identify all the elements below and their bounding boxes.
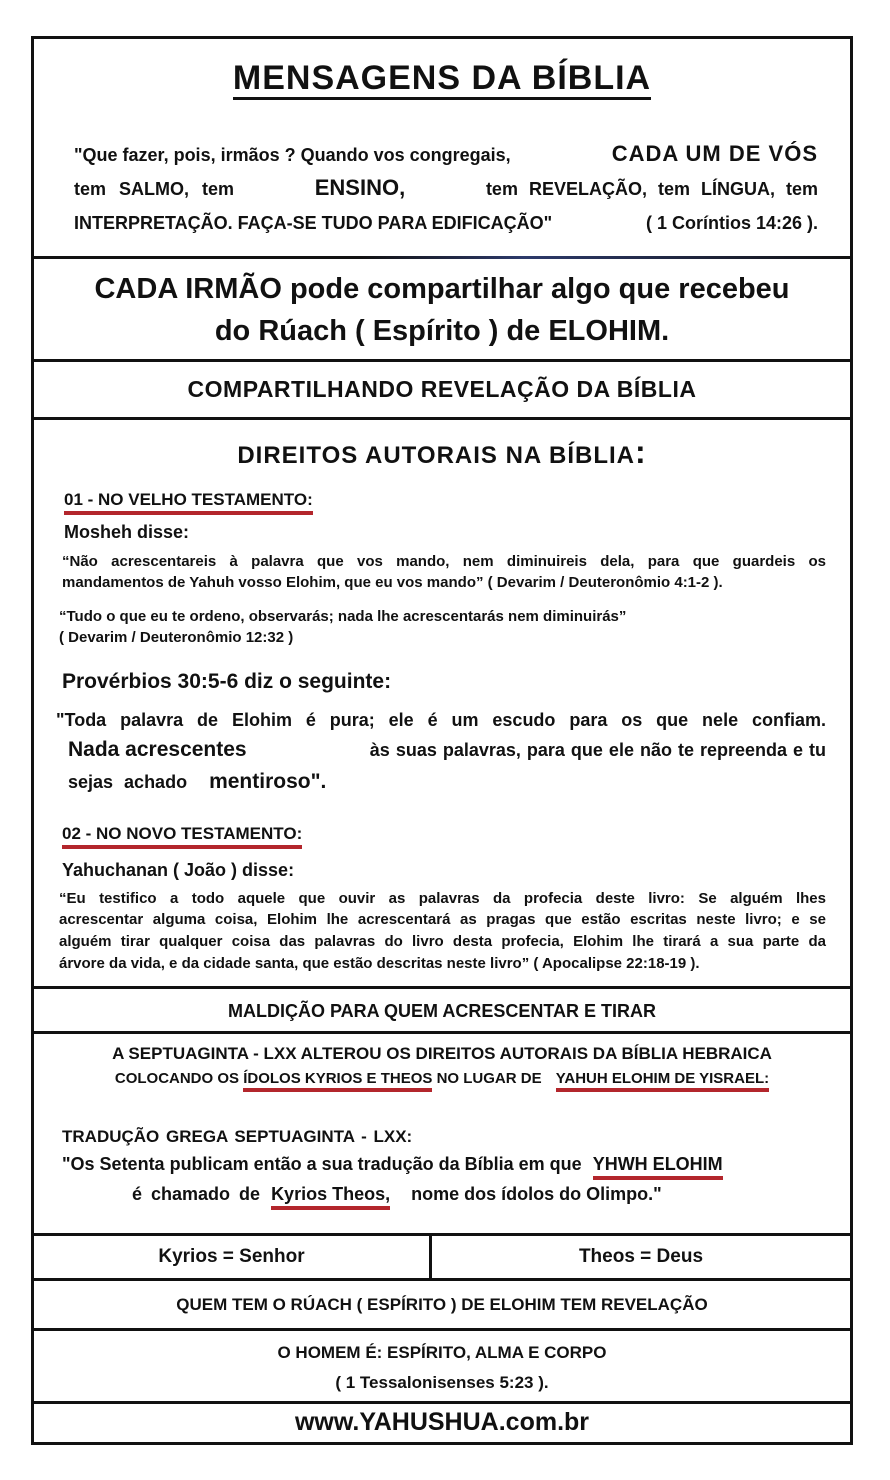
ot-quote-2-line-1: “Tudo o que eu te ordeno, observarás; nada lhe acrescentarás nem diminuirás”	[59, 608, 627, 625]
banner-line-2: do Rúach ( Espírito ) de ELOHIM.	[214, 315, 670, 347]
page-title: MENSAGENS DA BÍBLIA	[233, 59, 651, 100]
proverbs-title: Provérbios 30:5-6 diz o seguinte:	[62, 670, 392, 693]
revelation-heading	[34, 362, 850, 420]
lxx-quote-line-1: "Os Setenta publicam então a sua tradução da Bíblia em que YHWH ELOHIM	[62, 1154, 723, 1180]
man-section	[34, 1331, 850, 1404]
ot-quote-1-line-1: “Não acrescentareis à palavra que vos mando, nem diminuireis dela, para que guardeis os	[62, 553, 826, 570]
ot-speaker: Mosheh disse:	[64, 522, 190, 542]
ot-label: 01 - NO VELHO TESTAMENTO:	[64, 490, 313, 515]
share-banner	[34, 259, 850, 362]
curse-text: MALDIÇÃO PARA QUEM ACRESCENTAR E TIRAR	[228, 1001, 656, 1021]
nt-quote-line-2: acrescentar alguma coisa, Elohim lhe acrescentará as pragas que estão escritas neste livro; e se	[59, 911, 826, 928]
lxx-subtitle: TRADUÇÃO GREGA SEPTUAGINTA - LXX:	[62, 1127, 413, 1146]
quote-line-2: tem SALMO, tem ENSINO, tem REVELAÇÃO, tem LÍNGUA, tem	[74, 175, 818, 200]
main-heading: DIREITOS AUTORAIS NA BÍBLIA:	[237, 434, 647, 470]
spirit-section	[34, 1281, 850, 1331]
banner-line-1: CADA IRMÃO pode compartilhar algo que recebeu	[94, 273, 790, 305]
page-frame	[31, 36, 853, 1445]
proverbs-line-3: sejas achado mentiroso".	[68, 770, 327, 793]
ot-quote-1-line-2: mandamentos de Yahuh vosso Elohim, que eu vos mando” ( Devarim / Deuteronômio 4:1-2 ).	[62, 574, 723, 591]
spirit-text: QUEM TEM O RÚACH ( ESPÍRITO ) DE ELOHIM TEM REVELAÇÃO	[176, 1295, 708, 1314]
term-theos: Theos = Deus	[578, 1246, 704, 1267]
footer	[34, 1404, 850, 1442]
copyright-section	[34, 420, 850, 989]
lxx-line-2: COLOCANDO OS ÍDOLOS KYRIOS E THEOS NO LUGAR DE YAHUH ELOHIM DE YISRAEL:	[34, 1070, 850, 1092]
man-line-1: O HOMEM É: ESPÍRITO, ALMA E CORPO	[277, 1343, 607, 1362]
man-line-2: ( 1 Tessalonisenses 5:23 ).	[335, 1373, 549, 1392]
header-section	[34, 39, 850, 259]
proverbs-line-2: Nada acrescentes às suas palavras, para que ele não te repreenda e tu	[68, 738, 826, 761]
curse-section	[34, 989, 850, 1034]
septuagint-section	[34, 1034, 850, 1236]
nt-quote-line-4: árvore da vida, e da cidade santa, que estão descritas neste livro” ( Apocalipse 22:18-19 ).	[59, 955, 700, 972]
section-title: COMPARTILHANDO REVELAÇÃO DA BÍBLIA	[187, 376, 697, 402]
term-kyrios: Kyrios = Senhor	[158, 1246, 305, 1267]
nt-quote-line-1: “Eu testifico a todo aquele que ouvir as palavras da profecia deste livro: Se alguém lhes	[59, 890, 826, 907]
ot-quote-2-line-2: ( Devarim / Deuteronômio 12:32 )	[59, 629, 294, 646]
quote-line-1: "Que fazer, pois, irmãos ? Quando vos congregais, CADA UM DE VÓS	[74, 141, 818, 166]
nt-quote-line-3: alguém tirar qualquer coisa das palavras do livro desta profecia, Elohim lhe tirará a sua parte da	[59, 933, 826, 950]
lxx-line-1: A SEPTUAGINTA - LXX ALTEROU OS DIREITOS AUTORAIS DA BÍBLIA HEBRAICA	[112, 1044, 772, 1063]
nt-speaker: Yahuchanan ( João ) disse:	[62, 860, 295, 880]
lxx-quote-line-2: é chamado de Kyrios Theos, nome dos ídolos do Olimpo."	[132, 1184, 662, 1210]
terms-row	[34, 1236, 850, 1281]
footer-url[interactable]: www.YAHUSHUA.com.br	[294, 1408, 590, 1436]
proverbs-line-1: "Toda palavra de Elohim é pura; ele é um escudo para os que nele confiam.	[56, 710, 826, 730]
quote-line-3: INTERPRETAÇÃO. FAÇA-SE TUDO PARA EDIFICAÇÃO" ( 1 Coríntios 14:26 ).	[74, 213, 818, 233]
nt-label: 02 - NO NOVO TESTAMENTO:	[62, 824, 302, 849]
